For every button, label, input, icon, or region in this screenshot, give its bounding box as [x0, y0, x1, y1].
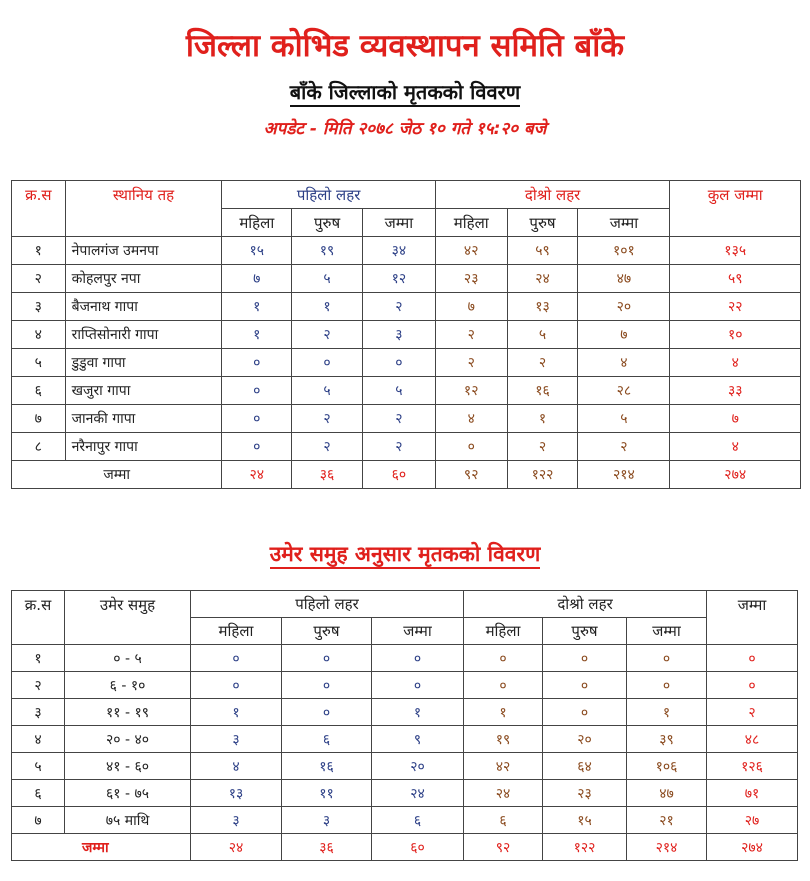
- first-wave-female: १५: [222, 237, 292, 265]
- first-wave-total: ३: [362, 321, 435, 349]
- row-sn: ७: [12, 405, 66, 433]
- first-wave-male: ५: [292, 377, 363, 405]
- row-label: डुडुवा गापा: [65, 349, 222, 377]
- t2-total-f2: ९२: [464, 834, 543, 861]
- row-label: कोहलपुर नपा: [65, 265, 222, 293]
- t1-header-male-2: पुरुष: [507, 209, 578, 237]
- second-wave-total: १०१: [578, 237, 670, 265]
- second-wave-total: ५: [578, 405, 670, 433]
- row-sn: ८: [12, 433, 66, 461]
- row-total: १०: [670, 321, 801, 349]
- t1-total-grand: २७४: [670, 461, 801, 489]
- table-row: [12, 349, 801, 377]
- row-label: ४१ - ६०: [65, 753, 191, 780]
- second-wave-total: ७: [578, 321, 670, 349]
- t2-header-age-group: उमेर समुह: [65, 591, 191, 645]
- deaths-by-age-group-table: [11, 590, 798, 861]
- t2-total-f1: २४: [191, 834, 282, 861]
- row-total: ७१: [707, 780, 798, 807]
- row-total: ४८: [707, 726, 798, 753]
- second-wave-total: ४७: [627, 780, 707, 807]
- row-total: १२६: [707, 753, 798, 780]
- second-wave-total: २०: [578, 293, 670, 321]
- second-wave-total: ४: [578, 349, 670, 377]
- table-row: [12, 377, 801, 405]
- t1-header-female-1: महिला: [222, 209, 292, 237]
- subtitle-text: बाँके जिल्लाको मृतकको विवरण: [290, 80, 521, 107]
- second-wave-female: ०: [464, 672, 543, 699]
- row-total: २७: [707, 807, 798, 834]
- second-wave-male: ०: [543, 699, 627, 726]
- row-sn: ४: [12, 321, 66, 349]
- t2-total-label: जम्मा: [12, 834, 191, 861]
- row-total: २२: [670, 293, 801, 321]
- second-wave-male: २४: [507, 265, 578, 293]
- row-sn: ५: [12, 753, 65, 780]
- table-row: [12, 237, 801, 265]
- second-wave-female: २: [435, 349, 507, 377]
- first-wave-male: ०: [282, 645, 372, 672]
- first-wave-male: १९: [292, 237, 363, 265]
- row-sn: १: [12, 237, 66, 265]
- second-wave-total: २८: [578, 377, 670, 405]
- second-wave-male: २: [507, 349, 578, 377]
- second-wave-total: ३९: [627, 726, 707, 753]
- row-sn: २: [12, 265, 66, 293]
- first-wave-total: २: [362, 433, 435, 461]
- first-wave-total: १२: [362, 265, 435, 293]
- t2-total-grand: २७४: [707, 834, 798, 861]
- second-wave-female: १२: [435, 377, 507, 405]
- t1-header-sum-1: जम्मा: [362, 209, 435, 237]
- t1-total-f1: २४: [222, 461, 292, 489]
- row-sn: ७: [12, 807, 65, 834]
- second-wave-male: १३: [507, 293, 578, 321]
- t1-header-sum-2: जम्मा: [578, 209, 670, 237]
- row-label: नेपालगंज उमनपा: [65, 237, 222, 265]
- first-wave-male: ६: [282, 726, 372, 753]
- row-label: नरैनापुर गापा: [65, 433, 222, 461]
- row-sn: ४: [12, 726, 65, 753]
- t2-header-female-2: महिला: [464, 618, 543, 645]
- first-wave-total: ५: [362, 377, 435, 405]
- second-wave-male: २३: [543, 780, 627, 807]
- first-wave-total: १: [372, 699, 464, 726]
- table-row: [12, 293, 801, 321]
- page-subtitle: [0, 78, 810, 105]
- first-wave-female: ०: [222, 349, 292, 377]
- t1-total-m2: १२२: [507, 461, 578, 489]
- row-sn: ६: [12, 377, 66, 405]
- row-sn: ३: [12, 293, 66, 321]
- first-wave-male: १६: [282, 753, 372, 780]
- row-sn: २: [12, 672, 65, 699]
- t2-total-m2: १२२: [543, 834, 627, 861]
- t2-header-sum-2: जम्मा: [627, 618, 707, 645]
- second-wave-female: ४२: [435, 237, 507, 265]
- second-wave-female: ४२: [464, 753, 543, 780]
- second-wave-total: २१: [627, 807, 707, 834]
- row-total: ०: [707, 645, 798, 672]
- first-wave-female: १: [222, 293, 292, 321]
- first-wave-female: ३: [191, 807, 282, 834]
- second-wave-female: ४: [435, 405, 507, 433]
- t1-total-t1: ६०: [362, 461, 435, 489]
- first-wave-female: ०: [191, 672, 282, 699]
- first-wave-female: ०: [222, 433, 292, 461]
- t2-header-sum-1: जम्मा: [372, 618, 464, 645]
- first-wave-total: ०: [372, 645, 464, 672]
- table-row: [12, 405, 801, 433]
- second-wave-total: ४७: [578, 265, 670, 293]
- first-wave-female: ०: [191, 645, 282, 672]
- table-row: [12, 726, 798, 753]
- second-wave-female: १९: [464, 726, 543, 753]
- second-wave-female: २३: [435, 265, 507, 293]
- second-wave-male: १६: [507, 377, 578, 405]
- first-wave-male: २: [292, 433, 363, 461]
- first-wave-female: ४: [191, 753, 282, 780]
- t2-total-t1: ६०: [372, 834, 464, 861]
- first-wave-female: ७: [222, 265, 292, 293]
- t2-header-male-1: पुरुष: [282, 618, 372, 645]
- first-wave-male: ०: [292, 349, 363, 377]
- second-wave-male: ५९: [507, 237, 578, 265]
- row-label: ६१ - ७५: [65, 780, 191, 807]
- table-row: [12, 780, 798, 807]
- first-wave-total: २४: [372, 780, 464, 807]
- t1-total-label: जम्मा: [12, 461, 222, 489]
- first-wave-total: ९: [372, 726, 464, 753]
- first-wave-female: १: [191, 699, 282, 726]
- first-wave-male: १: [292, 293, 363, 321]
- first-wave-female: ३: [191, 726, 282, 753]
- t1-header-male-1: पुरुष: [292, 209, 363, 237]
- table-row: [12, 699, 798, 726]
- second-wave-total: १: [627, 699, 707, 726]
- first-wave-male: २: [292, 405, 363, 433]
- second-wave-total: १०६: [627, 753, 707, 780]
- t1-total-row: [12, 461, 801, 489]
- second-wave-male: ०: [543, 645, 627, 672]
- first-wave-male: ५: [292, 265, 363, 293]
- t2-body: [12, 645, 798, 834]
- t1-header-local-level: स्थानिय तह: [65, 181, 222, 237]
- t2-header-male-2: पुरुष: [543, 618, 627, 645]
- row-total: २: [707, 699, 798, 726]
- second-wave-male: २०: [543, 726, 627, 753]
- first-wave-female: ०: [222, 405, 292, 433]
- row-label: बैजनाथ गापा: [65, 293, 222, 321]
- table-row: [12, 321, 801, 349]
- t2-header-first-wave: पहिलो लहर: [191, 591, 464, 618]
- second-wave-total: ०: [627, 645, 707, 672]
- deaths-by-local-level-table: [11, 180, 801, 489]
- t2-header-second-wave: दोश्रो लहर: [464, 591, 707, 618]
- second-wave-female: ०: [464, 645, 543, 672]
- table-row: [12, 672, 798, 699]
- first-wave-total: ०: [372, 672, 464, 699]
- row-sn: ३: [12, 699, 65, 726]
- table-row: [12, 753, 798, 780]
- first-wave-total: ०: [362, 349, 435, 377]
- t2-header-total: जम्मा: [707, 591, 798, 645]
- t1-total-t2: २१४: [578, 461, 670, 489]
- first-wave-female: १: [222, 321, 292, 349]
- first-wave-total: ३४: [362, 237, 435, 265]
- first-wave-female: ०: [222, 377, 292, 405]
- t2-header-female-1: महिला: [191, 618, 282, 645]
- first-wave-male: ०: [282, 699, 372, 726]
- second-wave-total: ०: [627, 672, 707, 699]
- table-row: [12, 265, 801, 293]
- first-wave-male: २: [292, 321, 363, 349]
- t1-header-second-wave: दोश्रो लहर: [435, 181, 670, 209]
- second-wave-female: १: [464, 699, 543, 726]
- second-wave-male: ६४: [543, 753, 627, 780]
- row-sn: ६: [12, 780, 65, 807]
- t1-total-m1: ३६: [292, 461, 363, 489]
- t2-header-sn: क्र.स: [12, 591, 65, 645]
- table-row: [12, 645, 798, 672]
- row-sn: १: [12, 645, 65, 672]
- t1-total-f2: ९२: [435, 461, 507, 489]
- row-total: ५९: [670, 265, 801, 293]
- row-label: २० - ४०: [65, 726, 191, 753]
- t1-header-first-wave: पहिलो लहर: [222, 181, 435, 209]
- first-wave-total: २: [362, 293, 435, 321]
- t2-total-m1: ३६: [282, 834, 372, 861]
- row-sn: ५: [12, 349, 66, 377]
- second-wave-total: २: [578, 433, 670, 461]
- second-wave-male: ५: [507, 321, 578, 349]
- table-row: [12, 433, 801, 461]
- age-section-title-text: उमेर समुह अनुसार मृतकको विवरण: [270, 542, 541, 569]
- age-section-title: [0, 540, 810, 568]
- t2-total-row: [12, 834, 798, 861]
- table-row: [12, 807, 798, 834]
- t1-header-grand-total: कुल जम्मा: [670, 181, 801, 237]
- second-wave-male: १: [507, 405, 578, 433]
- first-wave-female: १३: [191, 780, 282, 807]
- second-wave-male: ०: [543, 672, 627, 699]
- first-wave-male: ११: [282, 780, 372, 807]
- row-label: ० - ५: [65, 645, 191, 672]
- row-label: ७५ माथि: [65, 807, 191, 834]
- row-total: ४: [670, 349, 801, 377]
- row-label: ६ - १०: [65, 672, 191, 699]
- t1-header-female-2: महिला: [435, 209, 507, 237]
- row-total: ४: [670, 433, 801, 461]
- second-wave-male: १५: [543, 807, 627, 834]
- t2-total-t2: २१४: [627, 834, 707, 861]
- second-wave-female: ६: [464, 807, 543, 834]
- update-line: अपडेट - मिति २०७८ जेठ १० गते १५:२० बजे: [263, 119, 547, 139]
- second-wave-female: ०: [435, 433, 507, 461]
- row-label: ११ - १९: [65, 699, 191, 726]
- t1-body: [12, 237, 801, 461]
- first-wave-total: ६: [372, 807, 464, 834]
- t1-header-sn: क्र.स: [12, 181, 66, 237]
- second-wave-female: २४: [464, 780, 543, 807]
- row-label: खजुरा गापा: [65, 377, 222, 405]
- second-wave-female: ७: [435, 293, 507, 321]
- row-label: राप्तिसोनारी गापा: [65, 321, 222, 349]
- row-total: ७: [670, 405, 801, 433]
- first-wave-male: ३: [282, 807, 372, 834]
- row-label: जानकी गापा: [65, 405, 222, 433]
- second-wave-female: २: [435, 321, 507, 349]
- second-wave-male: २: [507, 433, 578, 461]
- first-wave-male: ०: [282, 672, 372, 699]
- row-total: ३३: [670, 377, 801, 405]
- first-wave-total: २०: [372, 753, 464, 780]
- row-total: १३५: [670, 237, 801, 265]
- first-wave-total: २: [362, 405, 435, 433]
- page-title: जिल्ला कोभिड व्यवस्थापन समिति बाँके: [185, 28, 625, 64]
- row-total: ०: [707, 672, 798, 699]
